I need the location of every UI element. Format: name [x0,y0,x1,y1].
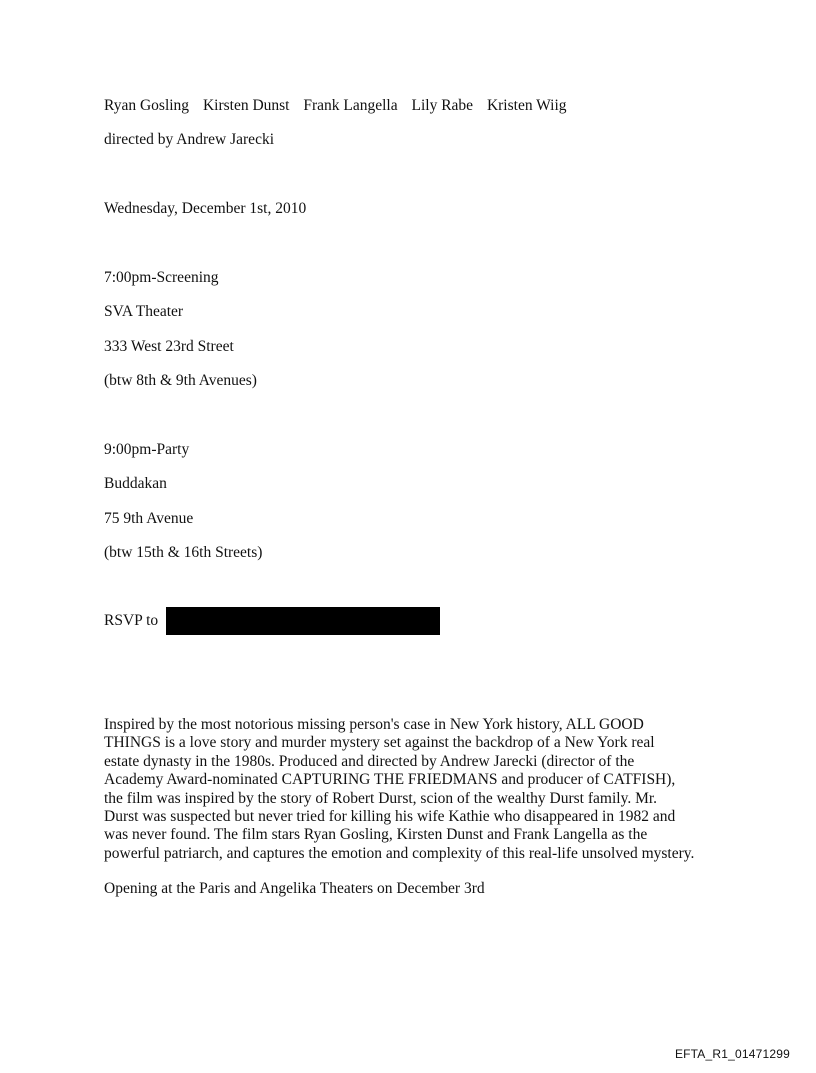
synopsis-line: Academy Award-nominated CAPTURING THE FRIEDMANS and producer of CATFISH), [104,771,676,789]
synopsis-line: Inspired by the most notorious missing person's case in New York history, ALL GOOD [104,716,644,733]
rsvp-row [104,606,440,636]
rsvp-label: RSVP to [104,612,159,629]
party-address: 75 9th Avenue [104,510,194,527]
synopsis-line: was never found. The film stars Ryan Gosling, Kirsten Dunst and Frank Langella as the [104,826,648,844]
party-time: 9:00pm-Party [104,441,190,458]
cast-list [104,97,567,115]
document-id: EFTA_R1_01471299 [674,1047,790,1061]
cast-member: Lily Rabe [411,97,474,114]
party-cross-streets: (btw 15th & 16th Streets) [104,544,263,561]
synopsis-paragraph [104,716,724,863]
cast-member: Kristen Wiig [486,97,567,114]
party-venue: Buddakan [104,475,167,492]
screening-time: 7:00pm-Screening [104,269,219,286]
synopsis-line: the film was inspired by the story of Robert Durst, scion of the wealthy Durst family. Mr. [104,789,658,807]
synopsis-line: THINGS is a love story and murder mystery set against the backdrop of a New York real [104,734,655,752]
synopsis-line: estate dynasty in the 1980s. Produced and directed by Andrew Jarecki (director of the [104,752,635,770]
event-date: Wednesday, December 1st, 2010 [104,200,307,217]
synopsis-line: Durst was suspected but never tried for killing his wife Kathie who disappeared in 1982 and [104,808,676,826]
synopsis-line: powerful patriarch, and captures the emotion and complexity of this real-life unsolved mystery. [104,844,695,862]
opening-line: Opening at the Paris and Angelika Theaters on December 3rd [104,880,485,897]
cast-member: Ryan Gosling [104,97,190,114]
screening-address: 333 West 23rd Street [104,338,234,355]
screening-venue: SVA Theater [104,303,184,320]
cast-member: Frank Langella [303,97,398,114]
director-line: directed by Andrew Jarecki [104,131,275,148]
cast-member: Kirsten Dunst [202,97,290,114]
screening-cross-streets: (btw 8th & 9th Avenues) [104,372,257,389]
redaction-box [166,607,440,635]
